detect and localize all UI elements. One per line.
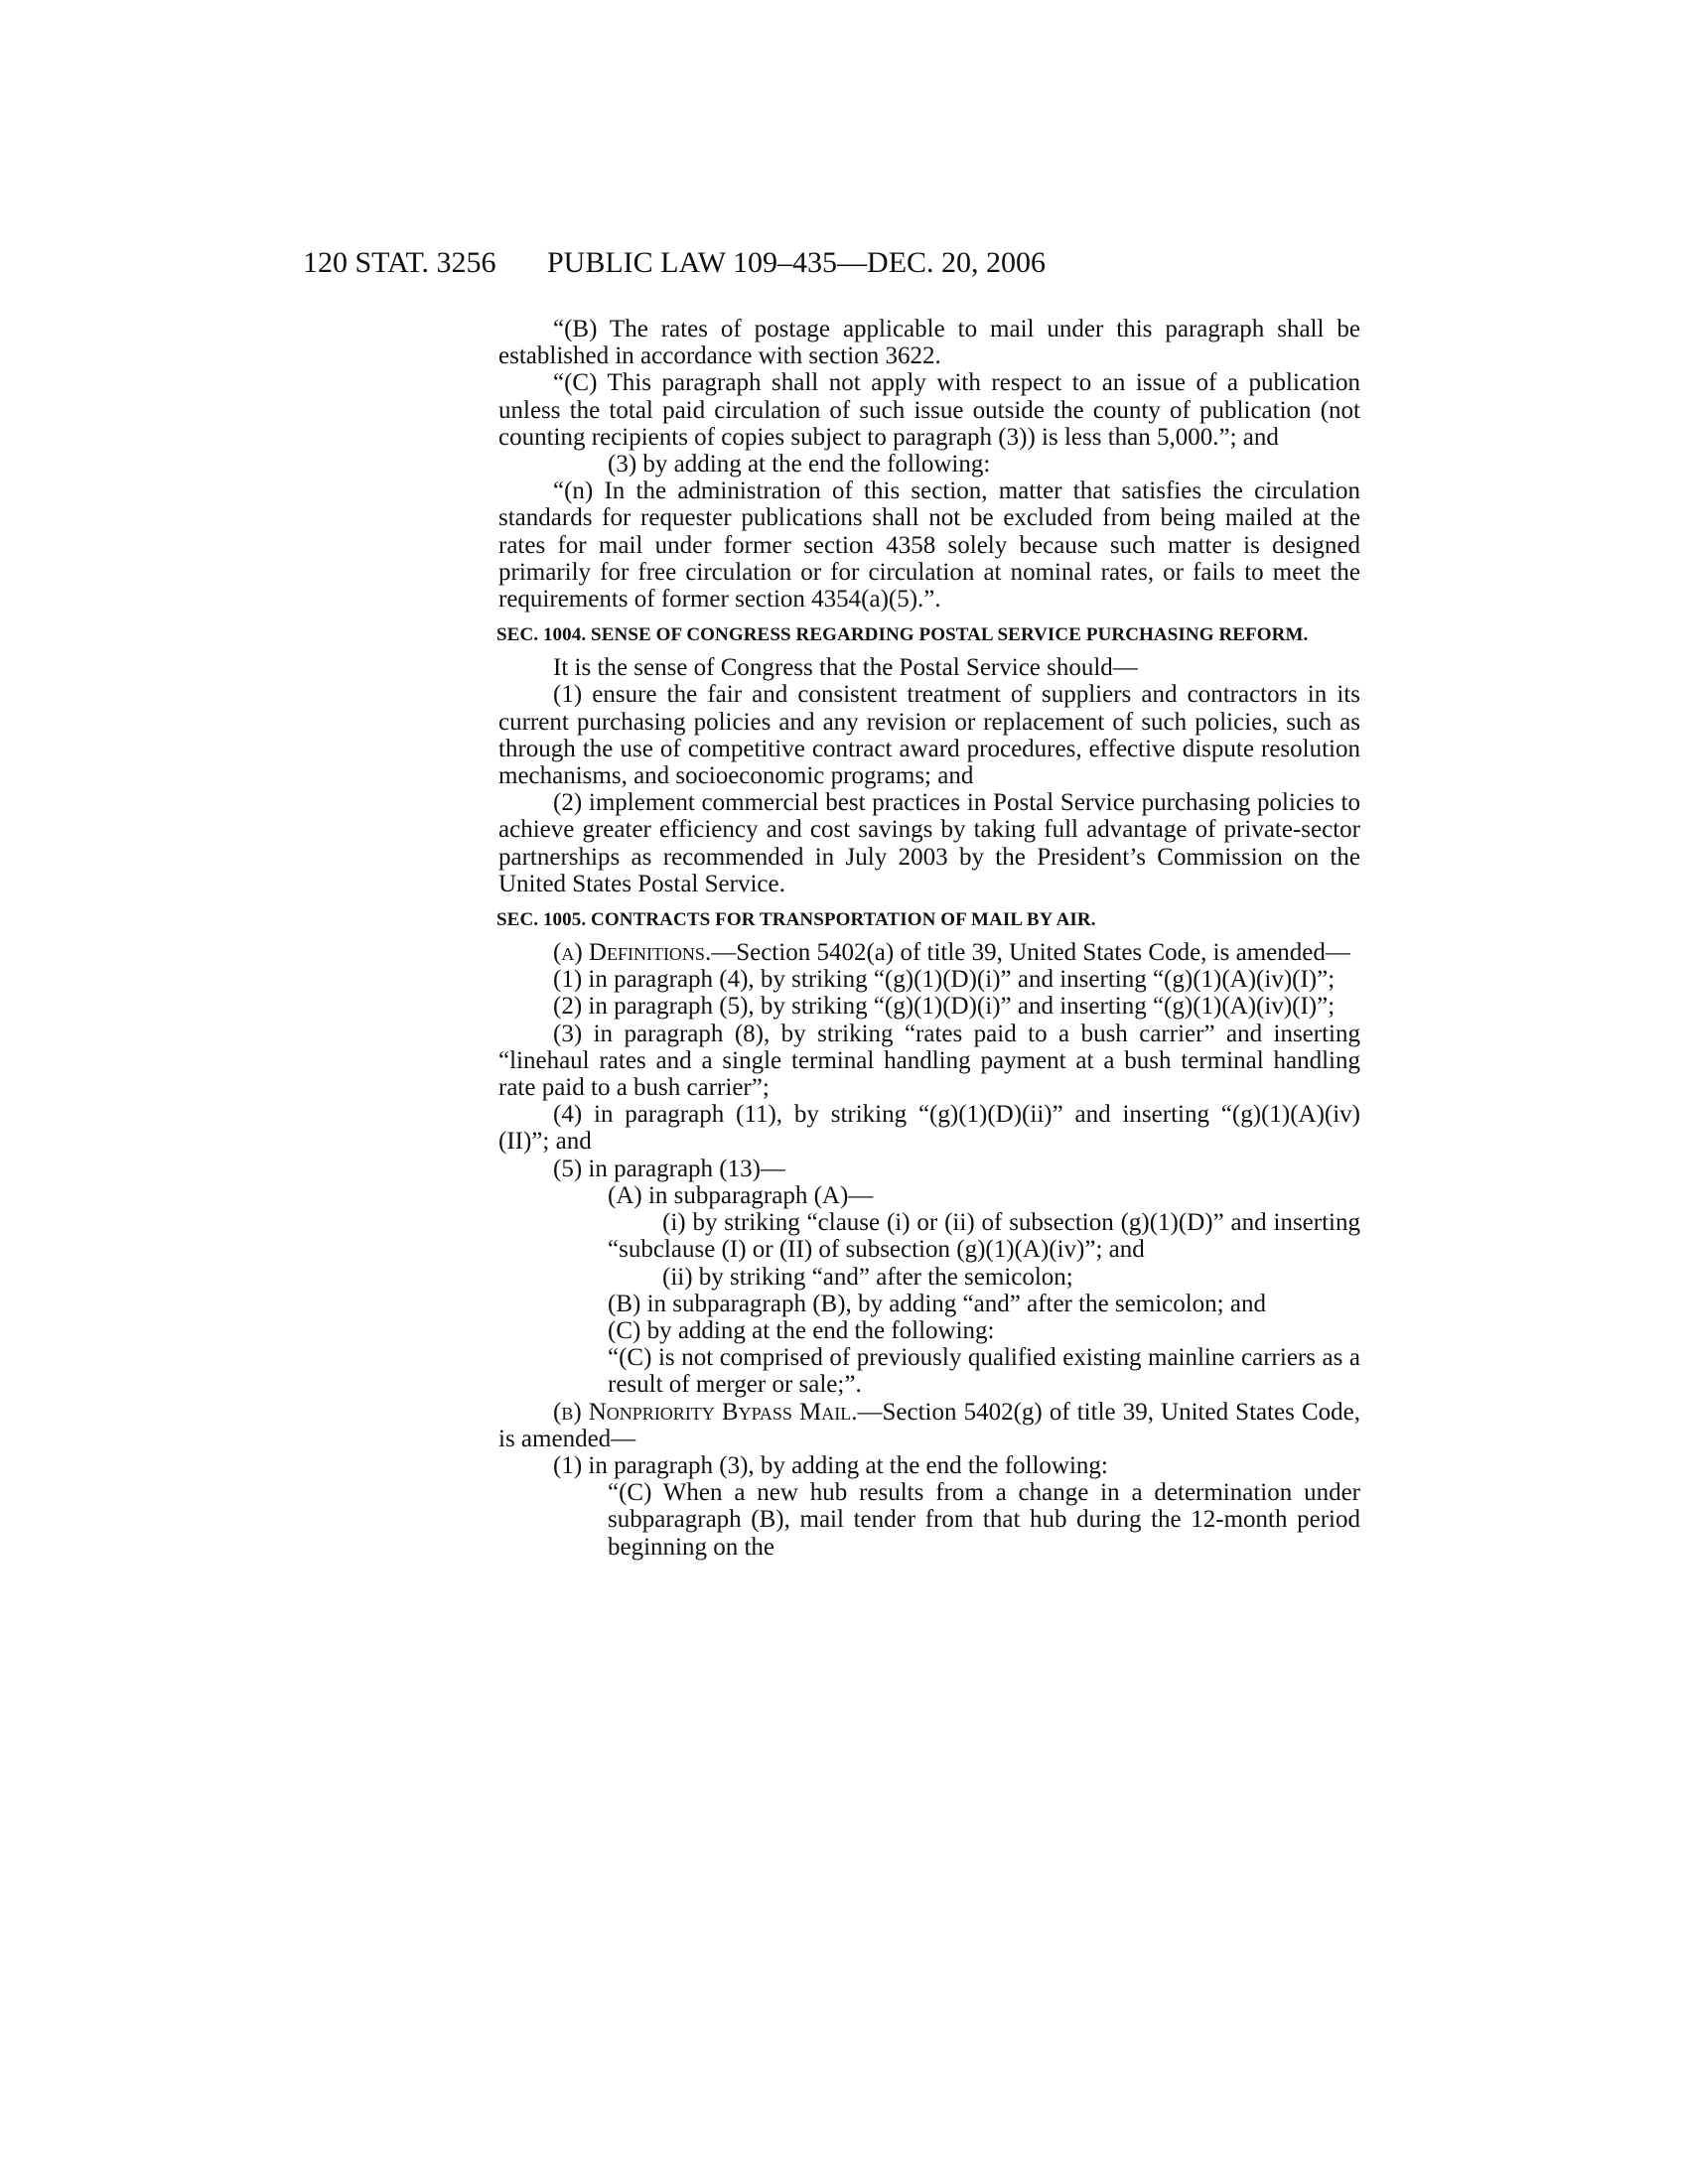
paragraph-b-rates: “(B) The rates of postage applicable to mail under this paragraph shall be established in accordance with section 3622. xyxy=(498,316,1360,370)
subsection-a-item-3: (3) in paragraph (8), by striking “rates paid to a bush carrier” and inserting “linehaul rates and a single terminal handling payment at a bush terminal handling rate paid to a bush carrier”; xyxy=(498,1020,1360,1102)
item-3-adding: (3) by adding at the end the following: xyxy=(608,451,991,478)
subsection-a-item-5: (5) in paragraph (13)— xyxy=(553,1155,785,1182)
section-1004-item-2: (2) implement commercial best practices in Postal Service purchasing policies to achieve greater efficiency and cost savings by taking full advantage of private-sector partnerships as recommended in July 2003 by the President’s Commission on the United States Postal Service. xyxy=(498,789,1360,897)
subsection-a-item-4: (4) in paragraph (11), by striking “(g)(1)(D)(ii)” and inserting “(g)(1)(A)(iv)(II)”; and xyxy=(498,1101,1360,1156)
subparagraph-c: (C) by adding at the end the following: xyxy=(608,1316,995,1344)
subsection-a-item-2: (2) in paragraph (5), by striking “(g)(1)(D)(i)” and inserting “(g)(1)(A)(iv)(I)”; xyxy=(553,993,1336,1021)
public-law-citation: PUBLIC LAW 109–435—DEC. 20, 2006 xyxy=(547,246,1047,279)
subsection-b-label: (b) Nonpriority Bypass Mail. xyxy=(553,1398,858,1426)
subparagraph-a: (A) in subparagraph (A)— xyxy=(608,1181,874,1209)
subsection-a-label: (a) Definitions. xyxy=(553,939,712,967)
paragraph-n-administration: “(n) In the administration of this section, matter that satisfies the circulation standards for requester publications shall not be excluded from being mailed at the rates for mail under former section 4358 solely because such matter is designed primarily for free circulation or for circulation at nominal rates, or fails to meet the requirements of former section 4354(a)(5).”. xyxy=(498,478,1360,614)
document-body xyxy=(498,316,1360,1561)
section-1004-intro: It is the sense of Congress that the Postal Service should— xyxy=(553,654,1138,682)
subparagraph-b-text: (B) in subparagraph (B), by adding “and” after the semicolon; and xyxy=(608,1290,1266,1317)
subsection-b-quote: “(C) When a new hub results from a change in a determination under subparagraph (B), mail tender from that hub during the 12-month period beginning on the xyxy=(608,1479,1360,1561)
section-1004-item-1: (1) ensure the fair and consistent treatment of suppliers and contractors in its current purchasing policies and any revision or replacement of such policies, such as through the use of competitive contract award procedures, effective dispute resolution mechanisms, and socioeconomic programs; and xyxy=(498,681,1360,790)
clause-i: (i) by striking “clause (i) or (ii) of subsection (g)(1)(D)” and inserting “subclause (I) or (II) of subsection (g)(1)(A)(iv)”; and xyxy=(608,1209,1360,1264)
subsection-a xyxy=(498,939,1360,966)
subsection-a-item-1: (1) in paragraph (4), by striking “(g)(1)(D)(i)” and inserting “(g)(1)(A)(iv)(I)”; xyxy=(553,966,1336,994)
section-1005-heading: SEC. 1005. CONTRACTS FOR TRANSPORTATION OF MAIL BY AIR. xyxy=(496,909,1096,931)
subsection-b xyxy=(498,1399,1360,1452)
subparagraph-b xyxy=(608,1291,1360,1317)
subparagraph-c-quote: “(C) is not comprised of previously qualified existing mainline carriers as a result of merger or sale;”. xyxy=(608,1344,1360,1399)
subsection-b-text: —Section 5402(g) of title 39, United States Code, is amended— xyxy=(498,1398,1360,1452)
statute-page-number: 120 STAT. 3256 xyxy=(303,246,496,279)
clause-ii: (ii) by striking “and” after the semicolon; xyxy=(662,1263,1073,1291)
paragraph-c-circulation: “(C) This paragraph shall not apply with respect to an issue of a publication unless the total paid circulation of such issue outside the county of publication (not counting recipients of copies subject to paragraph (3)) is less than 5,000.”; and xyxy=(498,369,1360,451)
subsection-a-text: —Section 5402(a) of title 39, United States Code, is amended— xyxy=(711,939,1350,967)
section-1004-heading: SEC. 1004. SENSE OF CONGRESS REGARDING POSTAL SERVICE PURCHASING REFORM. xyxy=(496,624,1309,646)
running-header xyxy=(303,246,1375,286)
subsection-b-item-1: (1) in paragraph (3), by adding at the end the following: xyxy=(553,1451,1108,1479)
